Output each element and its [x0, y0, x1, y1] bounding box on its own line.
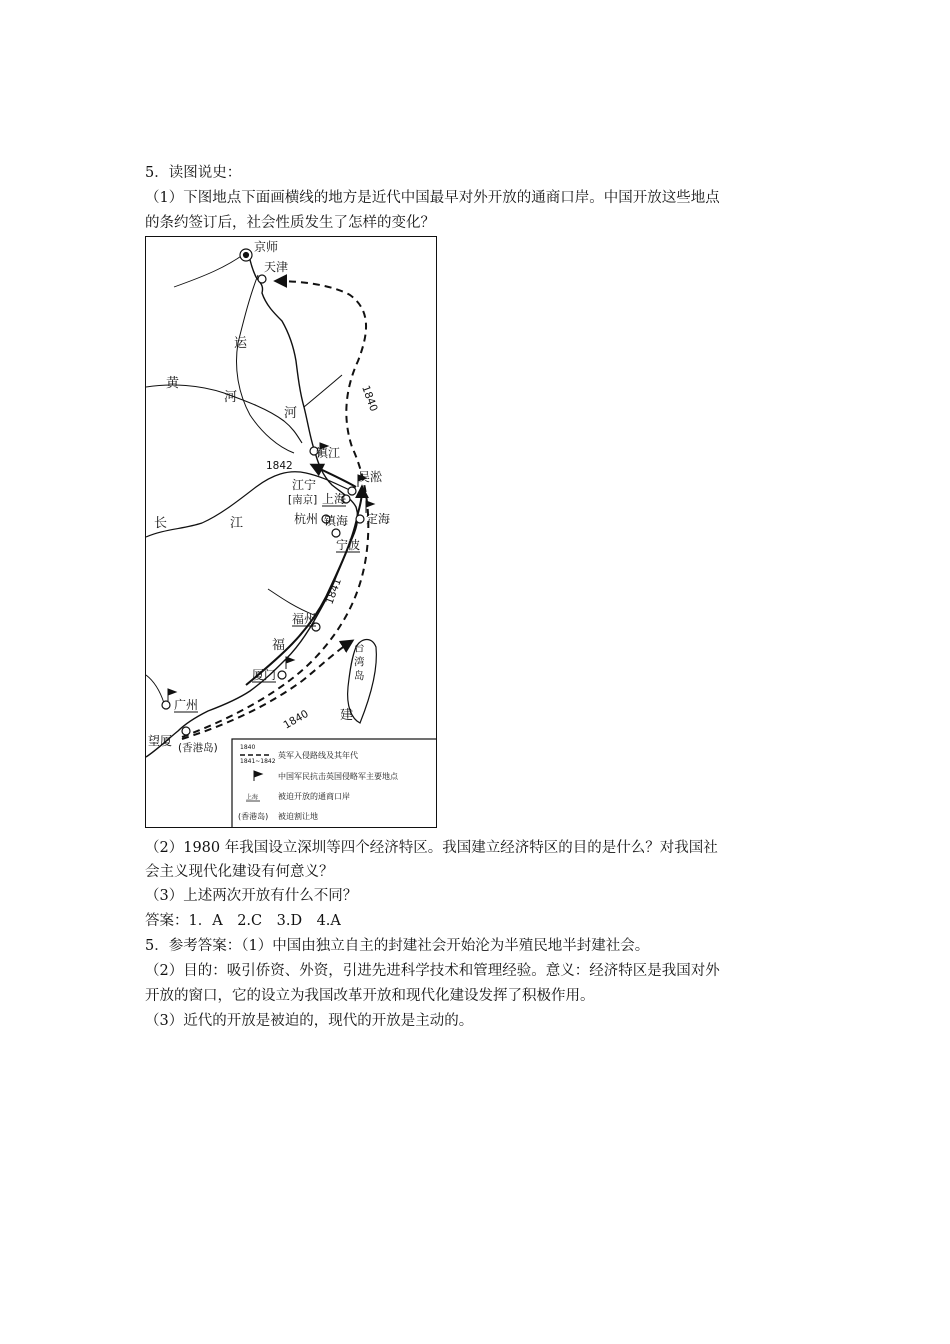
label-wangxia: 望厦	[148, 734, 173, 748]
label-year-1840-north: 1840	[359, 383, 380, 414]
label-zhenjiang: 镇江	[316, 446, 341, 460]
label-dinghai: 定海	[366, 512, 391, 526]
opium-war-map	[145, 236, 437, 828]
label-zhenhai: 镇海	[324, 514, 349, 528]
label-shanghai: 上海	[322, 492, 347, 506]
question-1-line-2: 的条约签订后，社会性质发生了怎样的变化？	[145, 215, 435, 231]
route-1840-south	[182, 641, 352, 739]
answer-3: （3）近代的开放是被迫的，现代的开放是主动的。	[145, 1013, 474, 1029]
legend-port: 被迫开放的通商口岸	[278, 792, 350, 801]
legend-sample-year: 1840	[240, 744, 256, 751]
legend-port-sample: 上海	[246, 794, 259, 801]
answers-mc: 答案：1．A 2.C 3.D 4.A	[145, 913, 341, 929]
label-ningbo: 宁波	[336, 538, 361, 552]
label-year-1842: 1842	[266, 460, 293, 472]
label-chang: 长	[154, 516, 168, 531]
label-wan: 湾	[354, 656, 365, 668]
label-fu: 福	[272, 638, 286, 653]
answer-1: 5．参考答案：（1）中国由独立自主的封建社会开始沦为半殖民地半封建社会。	[145, 938, 650, 954]
label-year-1841: 1841	[323, 576, 344, 607]
label-dao: 岛	[354, 670, 365, 682]
label-fuzhou: 福州	[292, 612, 317, 626]
label-jiangning: 江宁	[292, 478, 317, 492]
label-tai: 台	[354, 642, 365, 654]
flag-icons	[168, 443, 374, 701]
label-year-1840-south: 1840	[281, 707, 311, 732]
question-2-line-1: （2）1980 年我国设立深圳等四个经济特区。我国建立经济特区的目的是什么？对我国社	[145, 840, 718, 856]
label-hangzhou: 杭州	[294, 512, 319, 526]
label-wusong: 吴淞	[358, 470, 383, 484]
legend-ceded-sample: (香港岛)	[238, 812, 269, 821]
legend-resist: 中国军民抗击英国侵略军主要地点	[278, 772, 398, 781]
question-title: 5．读图说史：	[145, 165, 242, 181]
label-jingshi: 京师	[254, 240, 279, 254]
map-legend	[232, 739, 437, 828]
shandong-coast	[304, 375, 342, 407]
label-xiamen: 厦门	[252, 668, 277, 682]
label-hongkong: (香港岛)	[178, 742, 218, 754]
label-yun: 运	[234, 336, 248, 351]
legend-route: 英军入侵路线及其年代	[278, 751, 358, 760]
question-3: （3）上述两次开放有什么不同？	[145, 888, 358, 904]
legend-sample-range: 1841~1842	[240, 758, 276, 765]
label-nanjing: [南京]	[288, 494, 318, 506]
label-jian: 建	[340, 708, 354, 723]
label-tianjin: 天津	[264, 260, 289, 274]
answer-2-line-1: （2）目的：吸引侨资、外资，引进先进科学技术和管理经验。意义：经济特区是我国对外	[145, 963, 720, 979]
label-he-2: 河	[284, 406, 298, 421]
question-2-line-2: 会主义现代化建设有何意义？	[145, 864, 334, 880]
label-he-1: 河	[224, 390, 238, 405]
guangdong-river	[146, 675, 164, 703]
upper-river	[174, 251, 248, 287]
label-jiang: 江	[230, 516, 244, 531]
label-guangzhou: 广州	[174, 698, 199, 712]
legend-ceded: 被迫割让地	[278, 812, 318, 821]
question-1-line-1: （1）下图地点下面画横线的地方是近代中国最早对外开放的通商口岸。中国开放这些地点	[145, 190, 720, 206]
answer-2-line-2: 开放的窗口，它的设立为我国改革开放和现代化建设发挥了积极作用。	[145, 988, 595, 1004]
label-huang: 黄	[166, 376, 180, 391]
route-1842	[312, 465, 356, 487]
